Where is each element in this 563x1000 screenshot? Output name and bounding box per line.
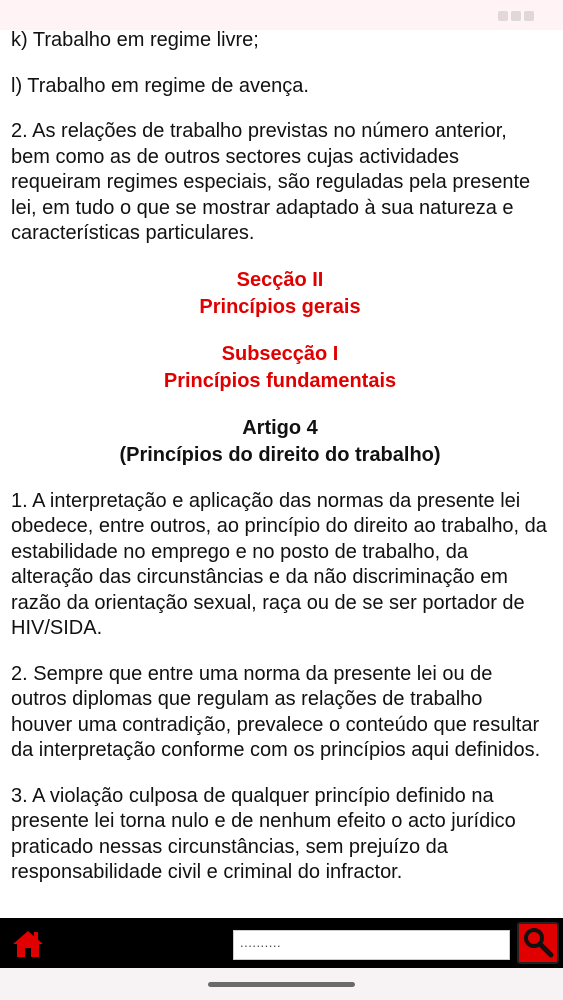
article-heading	[11, 415, 549, 469]
wifi-icon	[498, 11, 508, 21]
gesture-navigation-handle[interactable]	[208, 982, 355, 987]
law-text-content	[11, 28, 549, 906]
status-bar	[0, 0, 563, 30]
section-label: Secção II	[236, 268, 324, 291]
search-input[interactable]: ..........	[233, 930, 510, 960]
item-l: l) Trabalho em regime de avença.	[11, 74, 309, 97]
paragraph-2: 2. As relações de trabalho previstas no número anterior, bem como as de outros sectores cujas actividades requeiram regimes especiais, são reguladas pela presente lei, em tudo o que se mostrar adaptado à sua natureza e características particulares.	[11, 120, 531, 244]
home-button[interactable]	[12, 929, 44, 959]
magnifier-icon	[519, 924, 557, 962]
subsection-label: Subsecção I	[221, 342, 339, 365]
article-paragraph-1: 1. A interpretação e aplicação das normas da presente lei obedece, entre outros, ao princípio do direito ao trabalho, da estabilidade no emprego e no posto de trabalho, da alteração das circunstâncias e da não discriminação em razão da orientação sexual, raça ou de se ser portador de HIV/SIDA.	[11, 489, 547, 639]
article-title: (Princípios do direito do trabalho)	[119, 443, 441, 466]
bottom-toolbar	[0, 918, 563, 968]
article-paragraph-3: 3. A violação culposa de qualquer princípio definido na presente lei torna nulo e de nenhum efeito o acto jurídico praticado nessas circunstâncias, sem prejuízo da responsabilidade civil e criminal do infractor.	[11, 784, 516, 883]
article-label: Artigo 4	[242, 416, 318, 439]
home-icon	[12, 929, 44, 959]
section-title: Princípios gerais	[199, 295, 361, 318]
subsection-heading	[11, 341, 549, 395]
search-button[interactable]	[517, 922, 559, 964]
status-icons	[495, 8, 535, 22]
subsection-title: Princípios fundamentais	[163, 369, 397, 392]
section-heading	[11, 267, 549, 321]
battery-icon	[524, 11, 534, 21]
article-paragraph-2: 2. Sempre que entre uma norma da presente lei ou de outros diplomas que regulam as relações de trabalho houver uma contradição, prevalece o conteúdo que resultar da interpretação conforme com os princípios aqui definidos.	[11, 662, 541, 761]
signal-icon	[511, 11, 521, 21]
item-k: k) Trabalho em regime livre;	[11, 29, 259, 51]
